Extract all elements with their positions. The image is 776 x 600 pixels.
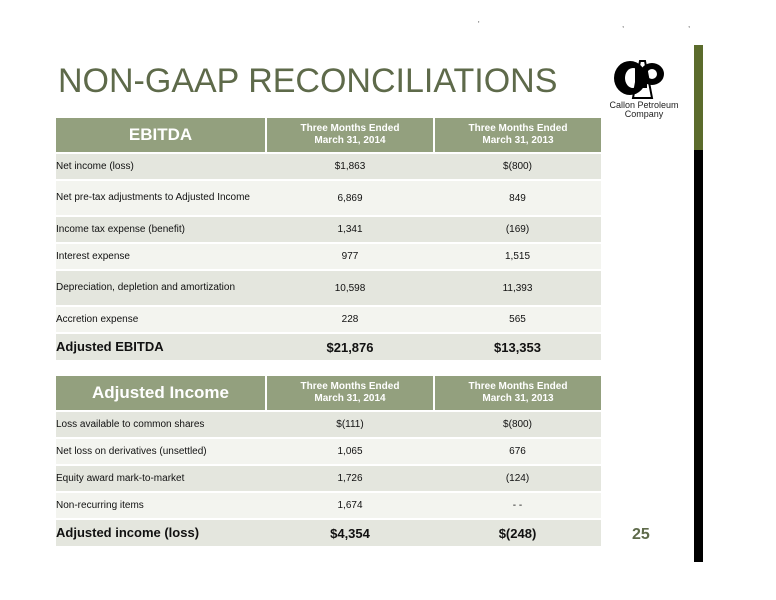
row-value: 1,515 (434, 243, 601, 270)
row-value: 849 (434, 180, 601, 216)
total-value: $21,876 (266, 333, 434, 360)
row-label: Equity award mark-to-market (56, 465, 266, 492)
row-label: Net pre-tax adjustments to Adjusted Income (56, 180, 266, 216)
table-row (56, 492, 601, 519)
row-label: Income tax expense (benefit) (56, 216, 266, 243)
row-value: (169) (434, 216, 601, 243)
col-header-line: Three Months Ended (300, 123, 400, 134)
adjusted-income-header: Adjusted Income (56, 376, 266, 411)
total-label: Adjusted EBITDA (56, 333, 266, 360)
row-label: Loss available to common shares (56, 411, 266, 438)
row-value: $(800) (434, 411, 601, 438)
row-value: 1,726 (266, 465, 434, 492)
accent-bar-top (694, 45, 703, 150)
row-value: 676 (434, 438, 601, 465)
col-header-line: March 31, 2013 (482, 135, 554, 146)
row-value: 1,065 (266, 438, 434, 465)
row-value: 565 (434, 306, 601, 333)
table-row (56, 243, 601, 270)
col-header-line: Three Months Ended (468, 123, 568, 134)
row-label: Interest expense (56, 243, 266, 270)
page-title: NON-GAAP RECONCILIATIONS (58, 62, 558, 100)
page-number: 25 (632, 526, 650, 543)
col-header-line: Three Months Ended (300, 381, 400, 392)
total-label: Adjusted income (loss) (56, 519, 266, 546)
col-header-2013 (434, 376, 601, 411)
row-value: (124) (434, 465, 601, 492)
total-row (56, 333, 601, 360)
col-header-line: Three Months Ended (468, 381, 568, 392)
total-value: $4,354 (266, 519, 434, 546)
table-row (56, 153, 601, 180)
row-label: Non-recurring items (56, 492, 266, 519)
table-row (56, 438, 601, 465)
adjusted-income-table (56, 376, 601, 546)
logo-line1: Callon Petroleum (609, 100, 679, 110)
total-value: $(248) (434, 519, 601, 546)
row-value: 1,674 (266, 492, 434, 519)
table-row (56, 180, 601, 216)
table-row (56, 216, 601, 243)
row-value: - - (434, 492, 601, 519)
row-label: Depreciation, depletion and amortization (56, 270, 266, 306)
total-row (56, 519, 601, 546)
row-label: Accretion expense (56, 306, 266, 333)
row-value: $(800) (434, 153, 601, 180)
logo-text (598, 101, 690, 119)
row-value: 228 (266, 306, 434, 333)
col-header-2014 (266, 376, 434, 411)
table-row (56, 411, 601, 438)
table-row (56, 270, 601, 306)
col-header-line: March 31, 2014 (314, 393, 386, 404)
row-value: 1,341 (266, 216, 434, 243)
col-header-2013 (434, 118, 601, 153)
ebitda-header: EBITDA (56, 118, 266, 153)
table-row (56, 465, 601, 492)
row-value: 11,393 (434, 270, 601, 306)
artifact-dot: , (622, 20, 625, 29)
ebitda-table (56, 118, 601, 360)
total-value: $13,353 (434, 333, 601, 360)
row-label: Net loss on derivatives (unsettled) (56, 438, 266, 465)
table-row (56, 306, 601, 333)
artifact-dot: , (688, 20, 691, 29)
row-value: $1,863 (266, 153, 434, 180)
row-value: 977 (266, 243, 434, 270)
col-header-line: March 31, 2014 (314, 135, 386, 146)
artifact-dot: ' (478, 20, 480, 29)
row-value: 10,598 (266, 270, 434, 306)
col-header-line: March 31, 2013 (482, 393, 554, 404)
row-label: Net income (loss) (56, 153, 266, 180)
col-header-2014 (266, 118, 434, 153)
logo-line2: Company (624, 109, 664, 119)
row-value: $(111) (266, 411, 434, 438)
row-value: 6,869 (266, 180, 434, 216)
